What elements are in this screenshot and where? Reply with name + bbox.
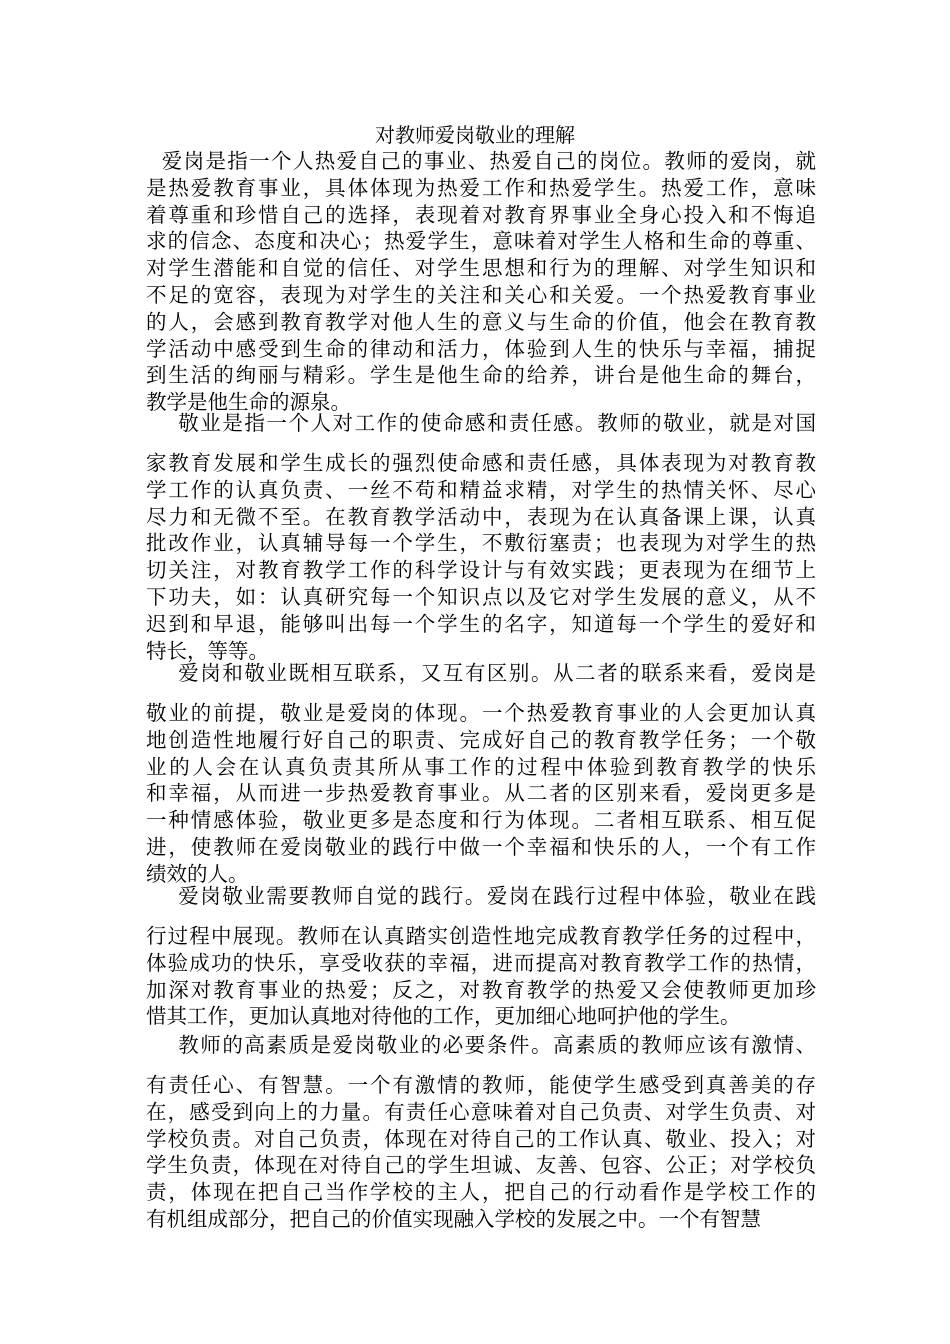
text-line: 迟到和早退，能够叫出每一个学生的名字，知道每一个学生的爱好和: [146, 611, 816, 636]
text-line: 和幸福，从而进一步热爱教育事业。从二者的区别来看，爱岗更多是: [146, 781, 816, 806]
text-line: 学校负责。对自己负责，体现在对待自己的工作认真、敬业、投入；对: [146, 1126, 816, 1151]
paragraph-block: [146, 883, 816, 910]
text-line: 一种情感体验，敬业更多是态度和行为体现。二者相互联系、相互促: [146, 808, 816, 833]
text-line: 爱岗和敬业既相互联系，又互有区别。从二者的联系来看，爱岗是: [146, 661, 816, 685]
text-line: 加深对教育事业的热爱；反之，对教育教学的热爱又会使教师更加珍: [146, 977, 816, 1002]
text-line: 爱岗是指一个人热爱自己的事业、热爱自己的岗位。教师的爱岗，就: [146, 149, 816, 173]
text-line: 不足的宽容，表现为对学生的关注和关心和关爱。一个热爱教育事业: [146, 282, 816, 307]
text-line: 是热爱教育事业，具体体现为热爱工作和热爱学生。热爱工作，意味: [146, 175, 816, 200]
text-line: 家教育发展和学生成长的强烈使命感和责任感，具体表现为对教育教: [146, 451, 816, 475]
document-title: 对教师爱岗敬业的理解: [375, 123, 575, 147]
text-line: 行过程中展现。教师在认真踏实创造性地完成教育教学任务的过程中，: [146, 924, 816, 948]
paragraph-block: [146, 148, 816, 416]
text-line: 进，使教师在爱岗敬业的践行中做一个幸福和快乐的人，一个有工作: [146, 834, 816, 859]
text-line: 批改作业，认真辅导每一个学生，不敷衍塞责；也表现为对学生的热: [146, 531, 816, 556]
text-line: 责，体现在把自己当作学校的主人，把自己的行动看作是学校工作的: [146, 1180, 816, 1205]
text-line: 有机组成部分，把自己的价值实现融入学校的发展之中。一个有智慧: [146, 1206, 761, 1231]
text-line: 地创造性地履行好自己的职责、完成好自己的教育教学任务；一个敬: [146, 727, 816, 752]
text-line: 着尊重和珍惜自己的选择，表现着对教育界事业全身心投入和不悔追: [146, 202, 816, 227]
paragraph-block: [146, 923, 816, 1030]
paragraph-block: [146, 1032, 816, 1059]
text-line: 绩效的人。: [146, 861, 249, 886]
text-line: 敬业的前提，敬业是爱岗的体现。一个热爱教育事业的人会更加认真: [146, 701, 816, 725]
text-line: 有责任心、有智慧。一个有激情的教师，能使学生感受到真善美的存: [146, 1073, 816, 1097]
text-line: 下功夫，如：认真研究每一个知识点以及它对学生发展的意义，从不: [146, 584, 816, 609]
text-line: 特长，等等。: [146, 638, 269, 663]
paragraph-block: [146, 1072, 816, 1233]
text-line: 体验成功的快乐，享受收获的幸福，进而提高对教育教学工作的热情，: [146, 950, 816, 975]
text-line: 尽力和无微不至。在教育教学活动中，表现为在认真备课上课，认真: [146, 504, 816, 529]
text-line: 学生负责，体现在对待自己的学生坦诚、友善、包容、公正；对学校负: [146, 1153, 816, 1178]
text-line: 业的人会在认真负责其所从事工作的过程中体验到教育教学的快乐: [146, 754, 816, 779]
text-line: 对学生潜能和自觉的信任、对学生思想和行为的理解、对学生知识和: [146, 256, 816, 281]
text-line: 敬业是指一个人对工作的使命感和责任感。教师的敬业，就是对国: [146, 411, 816, 435]
text-line: 求的信念、态度和决心；热爱学生，意味着对学生人格和生命的尊重、: [146, 229, 816, 254]
text-line: 爱岗敬业需要教师自觉的践行。爱岗在践行过程中体验，敬业在践: [146, 884, 816, 908]
text-line: 教学是他生命的源泉。: [146, 390, 351, 415]
paragraph-block: [146, 660, 816, 687]
text-line: 教师的高素质是爱岗敬业的必要条件。高素质的教师应该有激情、: [146, 1033, 816, 1057]
text-line: 学活动中感受到生命的律动和活力，体验到人生的快乐与幸福，捕捉: [146, 336, 816, 361]
paragraph-block: [146, 700, 816, 888]
paragraph-block: [146, 410, 816, 437]
text-line: 学工作的认真负责、一丝不苟和精益求精，对学生的热情关怀、尽心: [146, 477, 816, 502]
text-line: 的人，会感到教育教学对他人生的意义与生命的价值，他会在教育教: [146, 309, 816, 334]
text-line: 在，感受到向上的力量。有责任心意味着对自己负责、对学生负责、对: [146, 1099, 816, 1124]
text-line: 到生活的绚丽与精彩。学生是他生命的给养，讲台是他生命的舞台，: [146, 363, 816, 388]
paragraph-block: [146, 450, 816, 664]
text-line: 切关注，对教育教学工作的科学设计与有效实践；更表现为在细节上: [146, 558, 816, 583]
text-line: 惜其工作，更加认真地对待他的工作，更加细心地呵护他的学生。: [146, 1004, 741, 1029]
